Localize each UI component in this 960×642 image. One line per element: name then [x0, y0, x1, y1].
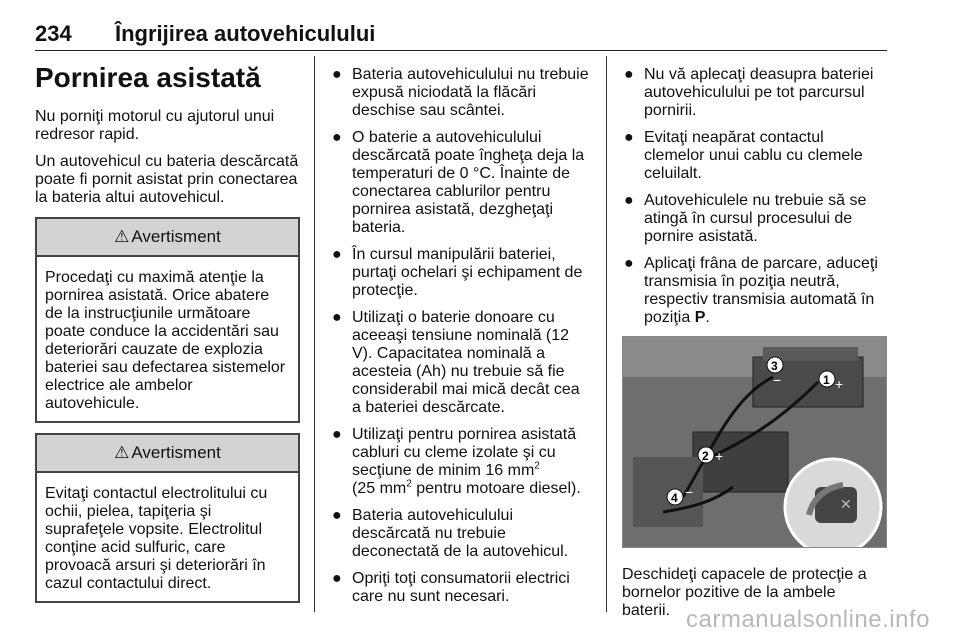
svg-text:1: 1 [823, 373, 830, 387]
list-item [330, 129, 592, 237]
bullet-icon: ● [332, 426, 342, 443]
warning-icon: ⚠ [114, 227, 130, 246]
list-text: Aplicaţi frâna de parcare, aduceţi transmisia în poziţia neutră, respectiv transmisia automată în poziţia [644, 255, 878, 326]
list-item [622, 255, 887, 327]
warning-text: Procedaţi cu maximă atenţie la pornirea asistată. Orice abatere de la instrucţiunile următoare poate conduce la accidentări sau deteriorări cauzate de explozia bateriei sau defectarea sistemelor electrice ale ambelor autovehicule. [45, 269, 286, 412]
section-title: Pornirea asistată [35, 62, 261, 93]
bullet-icon: ● [332, 507, 342, 524]
engine-bay-illustration [623, 337, 886, 547]
warning-box [35, 217, 300, 423]
svg-text:3: 3 [771, 359, 778, 373]
list-item-text: În cursul manipulării bateriei, purtaţi ochelari şi echipament de protecţie. [352, 246, 583, 299]
callout-label [698, 447, 723, 464]
svg-text:+: + [835, 376, 844, 392]
column-2 [330, 66, 592, 615]
warning-icon: ⚠ [114, 443, 130, 462]
bullet-icon: ● [332, 129, 342, 146]
superscript: 2 [406, 478, 412, 490]
warning-box [35, 433, 300, 603]
cable-text-3: pentru motoare diesel). [411, 480, 581, 497]
svg-text:2: 2 [702, 449, 709, 463]
list-item-text: Evitaţi neapărat contactul clemelor unui cablu cu clemele celuilalt. [644, 129, 863, 182]
superscript: 2 [534, 460, 540, 472]
list-item-text: Bateria autovehiculului descărcată nu trebuie deconectată de la autovehicul. [352, 507, 569, 560]
list-item [330, 507, 592, 561]
page-number: 234 [35, 21, 72, 46]
column-divider [314, 56, 315, 612]
list-item-text [644, 255, 878, 326]
bullet-icon: ● [624, 129, 634, 146]
cable-text-2: (25 mm [352, 480, 407, 497]
cable-text: Utilizaţi pentru pornirea asistată cabluri cu cleme izolate şi cu secţiune de minim 16 mm [352, 426, 577, 479]
watermark: carmanualsonline.info [686, 606, 930, 633]
list-item-text: O baterie a autovehiculului descărcată poate îngheţa deja la temperaturi de 0 °C. Înainte de conectarea cablurilor pentru pornirea asistată, dezgheţaţi bateria. [352, 129, 585, 236]
bullet-icon: ● [624, 66, 634, 83]
bullet-icon: ● [624, 255, 634, 272]
bullet-icon: ● [332, 246, 342, 263]
list-item-text: Autovehiculele nu trebuie să se atingă în cursul procesului de pornire asistată. [644, 192, 867, 245]
svg-text:−: − [685, 484, 694, 500]
list-item [330, 570, 592, 606]
list-item [330, 66, 592, 120]
svg-text:−: − [773, 372, 782, 388]
column-1 [35, 60, 300, 603]
warning-text: Evitaţi contactul electrolitului cu ochii, pielea, tapiţeria şi suprafeţele vopsite. Electrolitul conţine acid sulfuric, care provoacă arsuri şi deteriorări în cazul contactului direct. [45, 485, 268, 592]
bullet-icon: ● [624, 192, 634, 209]
gear-position: P [694, 309, 706, 326]
list-item-text: Utilizaţi o baterie donoare cu aceeaşi tensiune nominală (12 V). Capacitatea nominală a acesteia (Ah) nu trebuie să fie considerabil mai mică decât cea a bateriei descărcate. [352, 309, 580, 416]
list-item [330, 246, 592, 300]
header-title: Îngrijirea autovehiculului [115, 21, 376, 46]
list-item [330, 426, 592, 498]
list-item-text: Opriţi toţi consumatorii electrici care nu sunt necesari. [352, 570, 570, 605]
warning-header [37, 435, 298, 473]
jump-start-illustration [622, 336, 887, 548]
list-item-text: Bateria autovehiculului nu trebuie expusă niciodată la flăcări deschise sau scântei. [352, 66, 589, 119]
warning-header [37, 219, 298, 257]
warning-heading: Avertisment [131, 443, 221, 462]
bullet-icon: ● [332, 66, 342, 83]
column-divider [606, 56, 607, 612]
list-item-text: Nu vă aplecaţi deasupra bateriei autovehiculului pe tot parcursul pornirii. [644, 66, 874, 119]
bullet-icon: ● [332, 570, 342, 587]
svg-text:4: 4 [671, 491, 678, 505]
list-item [622, 192, 887, 246]
paragraph: Nu porniţi motorul cu ajutorul unui redresor rapid. [35, 108, 275, 143]
svg-text:+: + [715, 448, 724, 464]
list-text-end: . [705, 309, 710, 326]
paragraph: Un autovehicul cu bateria descărcată poate fi pornit asistat prin conectarea la bateria altui autovehicul. [35, 153, 299, 206]
list-item-text [352, 426, 581, 497]
bullet-icon: ● [332, 309, 342, 326]
list-item [330, 309, 592, 417]
page-header [35, 22, 887, 51]
column-3 [622, 66, 887, 629]
svg-text:✕: ✕ [840, 497, 852, 513]
figure-caption: Deschideţi capacele de protecţie a bornelor pozitive de la ambele baterii. [622, 566, 867, 619]
warning-heading: Avertisment [131, 227, 221, 246]
list-item [622, 129, 887, 183]
list-item [622, 66, 887, 120]
